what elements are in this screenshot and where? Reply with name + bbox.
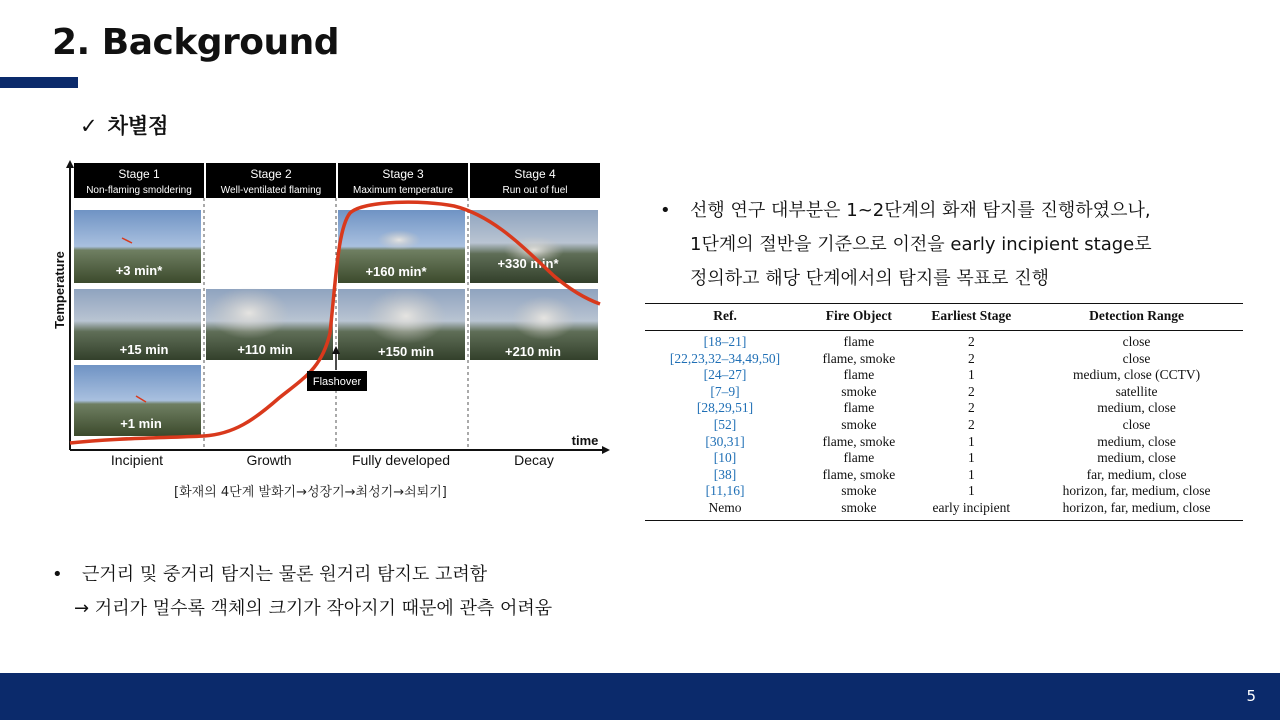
bullet-icon: • — [660, 200, 671, 221]
bottom-bullet-text-1: 근거리 및 중거리 탐지는 물론 원거리 탐지도 고려함 — [82, 564, 488, 585]
photo-stage4-row2 — [470, 289, 598, 360]
stage-cell: 2 — [967, 334, 975, 349]
photo-stage2-row2 — [206, 287, 333, 360]
fire-object-cell: flame — [843, 367, 875, 383]
table-row — [645, 483, 1243, 500]
header-detection-range: Detection Range — [1030, 304, 1243, 331]
table-row — [645, 367, 1243, 384]
table-row — [645, 351, 1243, 368]
stage-cell: 2 — [967, 383, 975, 399]
photo-label-s4-r1: +330 min* — [497, 256, 559, 271]
photo-label-s1-r3: +1 min — [120, 416, 162, 431]
header-earliest-stage: Earliest Stage — [913, 304, 1031, 331]
stage-1-title: Stage 1 — [118, 167, 160, 181]
right-bullet-line-2: 1단계의 절반을 기준으로 이전을 early incipient stage로 — [690, 234, 1152, 255]
range-cell: medium, close (CCTV) — [1073, 367, 1201, 383]
check-icon: ✓ — [80, 114, 98, 138]
fire-object-cell: flame, smoke — [822, 466, 896, 482]
stage-cell: 1 — [967, 450, 975, 466]
fire-object-cell: flame — [843, 334, 875, 349]
stage-4-desc: Run out of fuel — [502, 185, 568, 196]
table-row — [645, 500, 1243, 520]
photo-label-s1-r2: +15 min — [119, 342, 169, 357]
photo-stage3-row2 — [338, 288, 465, 360]
ref-cell[interactable]: [24–27] — [703, 367, 747, 383]
table-row — [645, 384, 1243, 401]
subtitle-text: 차별점 — [107, 114, 169, 138]
photo-stage1-row1 — [74, 210, 201, 283]
ref-cell[interactable]: [18–21] — [703, 334, 747, 349]
table-header-row — [645, 304, 1243, 331]
photo-stage1-row3 — [74, 365, 201, 436]
figure-caption: [화재의 4단계 발화기→성장기→최성기→쇠퇴기] — [174, 485, 447, 500]
fire-object-cell: smoke — [805, 500, 913, 520]
table-row — [645, 331, 1243, 351]
range-cell: close — [1122, 334, 1151, 349]
stage-3-desc: Maximum temperature — [352, 185, 454, 196]
stage-cell: 1 — [967, 433, 975, 449]
range-cell: close — [1122, 416, 1151, 432]
table-row — [645, 467, 1243, 484]
bullet-icon: • — [52, 564, 63, 585]
range-cell: close — [1122, 350, 1151, 366]
flashover-label: Flashover — [312, 376, 362, 388]
fire-object-cell: smoke — [841, 383, 877, 399]
slide-title: 2. Background — [52, 22, 340, 63]
phase-fully-developed: Fully developed — [351, 452, 451, 468]
stage-1-desc: Non-flaming smoldering — [86, 185, 192, 196]
table-row — [645, 450, 1243, 467]
stage-cell: early incipient — [913, 500, 1031, 520]
title-accent-bar — [0, 77, 78, 88]
stage-cell: 2 — [967, 350, 975, 366]
comparison-table — [645, 303, 1243, 521]
ref-cell[interactable]: [10] — [713, 450, 737, 466]
fire-object-cell: flame, smoke — [822, 433, 896, 449]
range-cell: far, medium, close — [1086, 466, 1187, 482]
photo-label-s1-r1: +3 min* — [115, 263, 163, 278]
ref-cell[interactable]: [52] — [713, 416, 737, 432]
right-bullet-text — [690, 194, 1250, 296]
fire-object-cell: flame — [843, 450, 875, 466]
phase-decay: Decay — [514, 452, 554, 468]
table-row — [645, 400, 1243, 417]
photo-stage1-row2 — [74, 289, 201, 360]
stage-2-title: Stage 2 — [250, 167, 292, 181]
fire-stages-diagram — [54, 158, 610, 474]
range-cell: medium, close — [1097, 433, 1176, 449]
phase-incipient: Incipient — [110, 452, 164, 468]
ref-cell[interactable]: [28,29,51] — [696, 400, 754, 416]
y-axis-label: Temperature — [52, 251, 67, 329]
fire-object-cell: smoke — [841, 416, 877, 432]
stage-3-title: Stage 3 — [382, 167, 424, 181]
fire-object-cell: flame — [843, 400, 875, 416]
fire-object-cell: smoke — [841, 483, 877, 499]
bottom-bullet — [52, 558, 552, 626]
range-cell: medium, close — [1097, 450, 1176, 466]
stage-cell: 1 — [967, 483, 975, 499]
range-cell: medium, close — [1097, 400, 1176, 416]
range-cell: horizon, far, medium, close — [1062, 483, 1211, 499]
ref-cell[interactable]: [7–9] — [710, 383, 740, 399]
stage-cell: 2 — [967, 416, 975, 432]
stage-2-desc: Well-ventilated flaming — [220, 185, 322, 196]
photo-stage3-row1 — [338, 210, 465, 283]
header-fire-object: Fire Object — [805, 304, 913, 331]
stage-cell: 2 — [967, 400, 975, 416]
stage-cell: 1 — [967, 367, 975, 383]
photo-label-s2-r2: +110 min — [237, 342, 293, 357]
header-ref: Ref. — [645, 304, 805, 331]
bottom-bullet-line-1 — [52, 558, 552, 592]
range-cell: satellite — [1115, 383, 1158, 399]
footer-bar — [0, 673, 1280, 720]
right-bullet-line-1: 선행 연구 대부분은 1~2단계의 화재 탐지를 진행하였으나, — [690, 200, 1151, 221]
right-bullet-line-3: 정의하고 해당 단계에서의 탐지를 목표로 진행 — [690, 268, 1049, 289]
ref-cell[interactable]: [38] — [713, 466, 737, 482]
fire-object-cell: flame, smoke — [822, 350, 896, 366]
ref-cell[interactable]: [22,23,32–34,49,50] — [669, 350, 781, 366]
photo-label-s3-r1: +160 min* — [365, 264, 427, 279]
range-cell: horizon, far, medium, close — [1030, 500, 1243, 520]
page-number: 5 — [1246, 687, 1256, 705]
table-row — [645, 417, 1243, 434]
ref-cell: Nemo — [645, 500, 805, 520]
ref-cell[interactable]: [30,31] — [705, 433, 745, 449]
table-row — [645, 434, 1243, 451]
fire-stages-figure — [54, 158, 610, 474]
photo-label-s4-r2: +210 min — [504, 344, 562, 359]
subtitle — [80, 110, 168, 140]
ref-cell[interactable]: [11,16] — [705, 483, 745, 499]
phase-growth: Growth — [246, 452, 292, 468]
x-axis-label: time — [571, 433, 599, 448]
stage-4-title: Stage 4 — [514, 167, 556, 181]
photo-label-s3-r2: +150 min — [377, 344, 435, 359]
stage-cell: 1 — [967, 466, 975, 482]
bottom-bullet-line-2: → 거리가 멀수록 객체의 크기가 작아지기 때문에 관측 어려움 — [74, 598, 553, 619]
